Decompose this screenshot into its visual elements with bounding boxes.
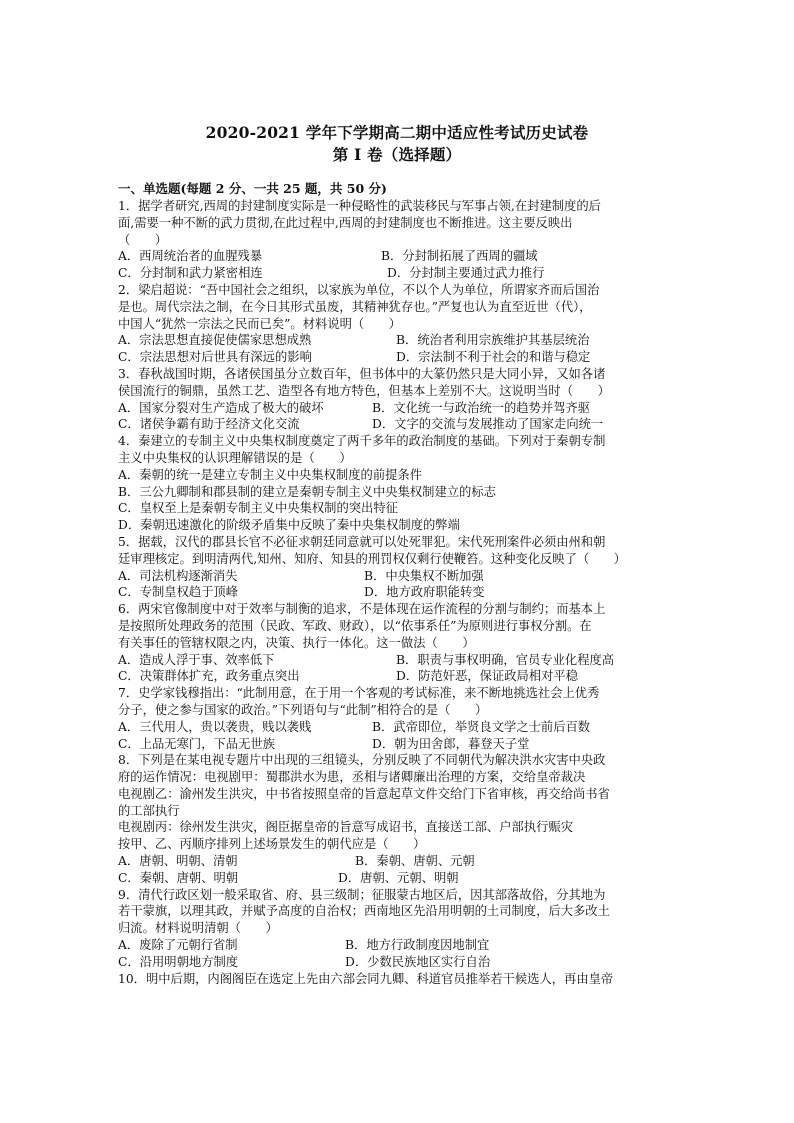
option-a: A．国家分裂对生产造成了极大的破坏 bbox=[118, 400, 324, 415]
question-text: 7．史学家钱穆指出：“此制用意，在于用一个客观的考试标准，来不断地挑选社会上优秀 bbox=[118, 686, 600, 701]
option-d: D．防范奸恶，保证政局相对平稳 bbox=[396, 669, 579, 684]
option-row bbox=[118, 870, 678, 887]
option-row bbox=[118, 652, 678, 669]
option-d: D．地方政府职能转变 bbox=[364, 585, 485, 600]
question-text: 有关事任的管辖权限之内，决策、执行一体化。这一做法（ ） bbox=[118, 635, 475, 650]
question-9 bbox=[118, 887, 678, 971]
option-row bbox=[118, 400, 678, 417]
exam-title: 2020-2021 学年下学期高二期中适应性考试历史试卷 bbox=[205, 123, 589, 142]
question-4 bbox=[118, 433, 678, 534]
option-row bbox=[118, 736, 678, 753]
option-row bbox=[118, 349, 678, 366]
question-text: 按甲、乙、丙顺序排列上述场景发生的朝代应是（ ） bbox=[118, 837, 426, 852]
option-row bbox=[118, 937, 678, 954]
option-row bbox=[118, 954, 678, 971]
question-3 bbox=[118, 366, 678, 433]
question-text: 是按照所处理政务的范围（民政、军政、财政），以“依事系任”为原则进行事权分割。在 bbox=[118, 618, 592, 633]
question-7 bbox=[118, 685, 678, 752]
option-row bbox=[118, 668, 678, 685]
question-text: 的工部执行 bbox=[118, 803, 180, 818]
option-b: B．三公九卿制和郡县制的建立是秦朝专制主义中央集权制建立的标志 bbox=[118, 484, 496, 499]
option-c: C．秦朝、唐朝、明朝 bbox=[118, 870, 239, 885]
option-b: B．中央集权不断加强 bbox=[364, 568, 484, 583]
question-text: 分子，使之参与国家的政治。”下列语句与“此制”相符合的是（ ） bbox=[118, 702, 488, 717]
option-c: C．皇权至上是秦朝专制主义中央集权制的突出特征 bbox=[118, 501, 398, 516]
option-row bbox=[118, 719, 678, 736]
option-row bbox=[118, 416, 678, 433]
option-b: B．职责与事权明确，官员专业化程度高 bbox=[396, 652, 615, 667]
question-text: 3．春秋战国时期，各诸侯国虽分立数百年，但书体中的大篆仍然只是大同小异，又如各诸 bbox=[118, 366, 606, 381]
option-d: D．文字的交流与发展推动了国家走向统一 bbox=[372, 417, 604, 432]
question-2 bbox=[118, 282, 678, 366]
question-text: 1．据学者研究,西周的封建制度实际是一种侵略性的武装移民与军事占领,在封建制度的后 bbox=[118, 199, 601, 213]
option-b: B．武帝即位，举贤良文学之士前后百数 bbox=[372, 719, 591, 734]
question-6 bbox=[118, 601, 678, 685]
option-c: C．专制皇权趋于顶峰 bbox=[118, 585, 239, 600]
option-b: B．秦朝、唐朝、元朝 bbox=[355, 854, 475, 869]
option-a: A．废除了元朝行省制 bbox=[118, 938, 238, 953]
exam-subtitle: 第 I 卷（选择题） bbox=[332, 145, 462, 164]
question-text: （ ） bbox=[118, 232, 168, 247]
option-a: A．宗法思想直接促使儒家思想成熟 bbox=[118, 333, 312, 348]
option-a: A．唐朝、明朝、清朝 bbox=[118, 854, 238, 869]
option-a: A．司法机构逐渐消失 bbox=[118, 568, 238, 583]
section-heading: 一、单选题(每题 2 分、一共 25 题，共 50 分) bbox=[118, 181, 387, 196]
question-body bbox=[118, 198, 678, 987]
question-5 bbox=[118, 534, 678, 601]
option-b: B．地方行政制度因地制宜 bbox=[345, 938, 490, 953]
question-text: 主义中央集权的认识理解错误的是（ ） bbox=[118, 450, 352, 465]
option-c: C．上品无寒门，下品无世族 bbox=[118, 736, 275, 751]
question-text: 府的运作情况：电视剧甲：蜀郡洪水为患，丞相与诸卿廉出治理的方案，交给皇帝裁决 bbox=[118, 770, 586, 785]
question-text: 电视剧乙：渝州发生洪灾，中书省按照皇帝的旨意起草文件交给门下省审核，再交给尚书省 bbox=[118, 786, 610, 801]
question-text: 5．据载，汉代的郡县长官不必征求朝廷同意就可以处死罪犯。宋代死刑案件必须由州和朝 bbox=[118, 534, 606, 549]
question-text: 电视剧丙：徐州发生洪灾，阁臣据皇帝的旨意写成诏书，直接送工部、户部执行赈灾 bbox=[118, 820, 573, 835]
question-text: 4．秦建立的专制主义中央集权制度奠定了两千多年的政治制度的基础。下列对于秦朝专制 bbox=[118, 434, 606, 449]
option-d: D．朝为田舍郎，暮登天子堂 bbox=[372, 736, 530, 751]
option-d: D．分封制主要通过武力推行 bbox=[387, 266, 545, 281]
question-text: 是也。周代宗法之制，在今日其形式虽废，其精神犹存也。”严复也认为直至近世（代）， bbox=[118, 299, 592, 314]
option-c: C．诸侯争霸有助于经济文化交流 bbox=[118, 417, 300, 432]
option-c: C．分封制和武力紧密相连 bbox=[118, 266, 263, 281]
option-d: D．秦朝迅速激化的阶级矛盾集中反映了秦中央集权制度的弊端 bbox=[118, 518, 460, 533]
option-a: A．三代用人，贵以袭贵，贱以袭贱 bbox=[118, 719, 312, 734]
option-b: B．分封制拓展了西周的疆域 bbox=[381, 249, 538, 264]
question-text: 6．两宋官像制度中对于效率与制衡的追求，不是体现在运作流程的分割与制约；而基本上 bbox=[118, 602, 606, 617]
question-text: 10．明中后期，内阁阁臣在选定上先由六部会同九卿、科道官员推举若干候选人，再由皇帝 bbox=[118, 971, 614, 986]
option-d: D．少数民族地区实行自治 bbox=[345, 954, 491, 969]
option-c: C．宗法思想对后世具有深远的影响 bbox=[118, 350, 312, 365]
option-b: B．文化统一与政治统一的趋势并驾齐驱 bbox=[372, 400, 591, 415]
option-d: D．宗法制不利于社会的和谐与稳定 bbox=[396, 350, 591, 365]
option-row bbox=[118, 568, 678, 585]
question-text: 8．下列是在某电视专题片中出现的三组镜头，分别反映了不同朝代为解决洪水灾害中央政 bbox=[118, 753, 606, 768]
option-c: C．决策群体扩充，政务重点突出 bbox=[118, 669, 300, 684]
question-text: 2．梁启超说：“吾中国社会之组织，以家族为单位，不以个人为单位，所谓家齐而后国治 bbox=[118, 282, 600, 297]
question-8 bbox=[118, 752, 678, 886]
option-c: C．沿用明朝地方制度 bbox=[118, 954, 239, 969]
question-text: 侯国流行的铜鼎，虽然工艺、造型各有地方特色，但基本上差别不大。这说明当时（ ） bbox=[118, 383, 610, 398]
option-row bbox=[118, 248, 678, 265]
option-row bbox=[118, 332, 678, 349]
option-row bbox=[118, 584, 678, 601]
option-row bbox=[118, 853, 678, 870]
question-text: 若干蒙旗，以理其政，并赋予高度的自治权；西南地区先沿用明朝的土司制度，后大多改土 bbox=[118, 904, 610, 919]
option-a: A．秦朝的统一是建立专制主义中央集权制度的前提条件 bbox=[118, 467, 423, 482]
option-a: A．西周统治者的血腥残暴 bbox=[118, 249, 263, 264]
option-b: B．统治者利用宗族维护其基层统治 bbox=[396, 333, 590, 348]
option-d: D．唐朝、元朝、明朝 bbox=[338, 870, 459, 885]
question-text: 面,需要一种不断的武力贯彻,在此过程中,西周的封建制度也不断推进。这主要反映出 bbox=[118, 215, 573, 230]
option-a: A．造成人浮于事、效率低下 bbox=[118, 652, 275, 667]
question-text: 中国人“犹然一宗法之民而已矣”。材料说明（ ） bbox=[118, 316, 402, 331]
question-1 bbox=[118, 198, 678, 282]
question-text: 廷审理核定。到明清两代,知州、知府、知县的刑罚权仅剩行使鞭笞。这种变化反映了（ ） bbox=[118, 551, 627, 566]
question-text: 归流。材料说明清朝（ ） bbox=[118, 921, 278, 936]
question-text: 9．清代行政区划一般采取省、府、县三级制；征服蒙古地区后，因其部落故俗，分其地为 bbox=[118, 887, 606, 902]
question-10 bbox=[118, 971, 678, 988]
option-row bbox=[118, 265, 678, 282]
